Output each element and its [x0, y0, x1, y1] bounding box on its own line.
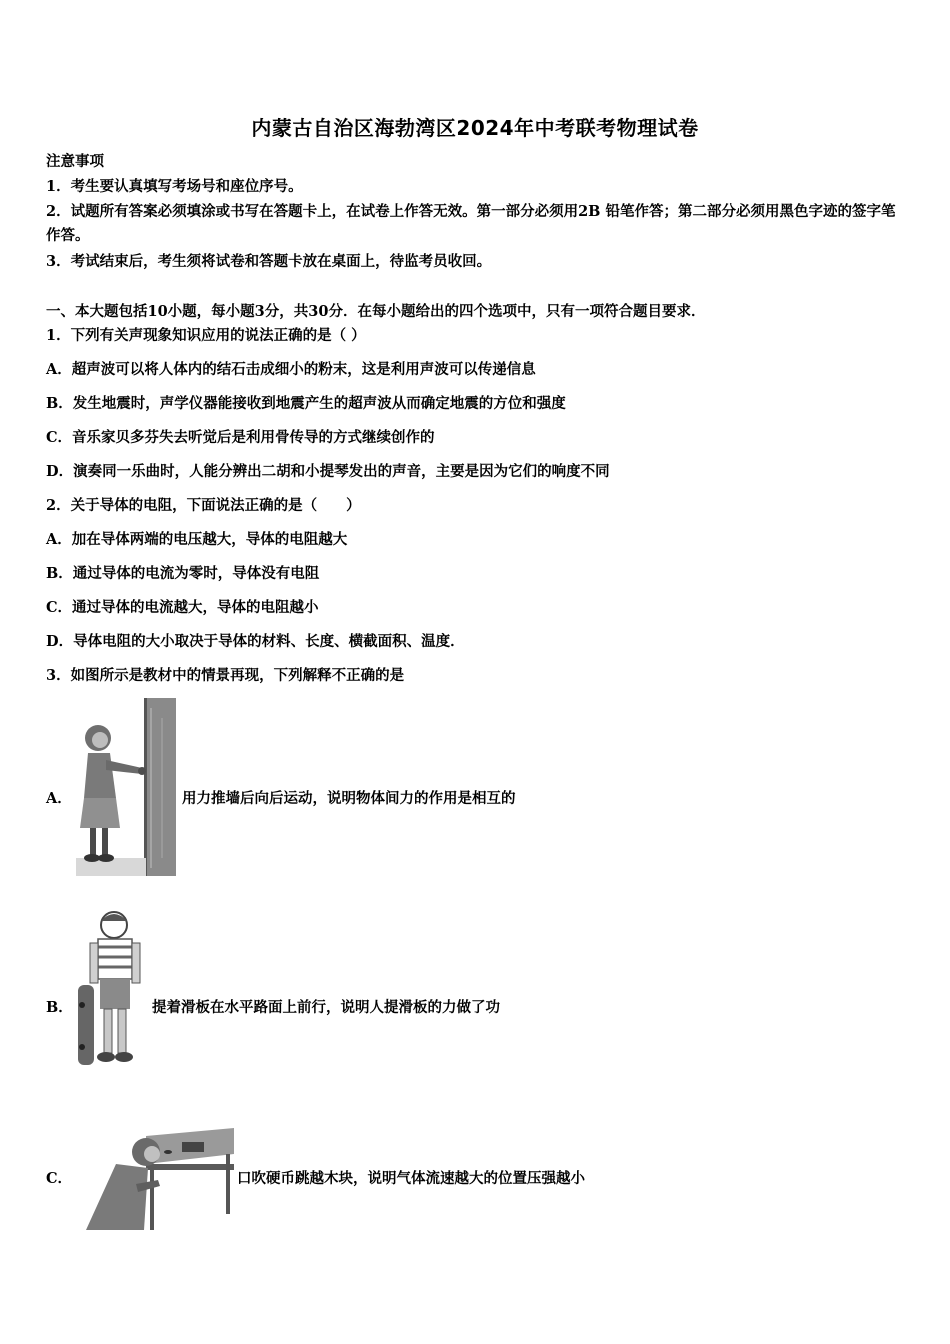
boy-carrying-skateboard-figure — [76, 905, 150, 1073]
question-3-option-a-letter: A． — [46, 790, 72, 807]
question-1-option-c: C．音乐家贝多芬失去听觉后是利用骨传导的方式继续创作的 — [46, 429, 435, 446]
girl-blowing-coin-figure — [86, 1124, 234, 1230]
question-3-option-a-text: 用力推墙后向后运动，说明物体间力的作用是相互的 — [182, 790, 516, 807]
question-2-stem: 2．关于导体的电阻，下面说法正确的是（ ） — [46, 497, 361, 514]
question-2-option-a: A．加在导体两端的电压越大，导体的电阻越大 — [46, 531, 348, 548]
question-1-option-a: A．超声波可以将人体内的结石击成细小的粉末，这是利用声波可以传递信息 — [46, 361, 536, 378]
question-2-option-c: C．通过导体的电流越大，导体的电阻越小 — [46, 599, 319, 616]
question-1-option-b: B．发生地震时，声学仪器能接收到地震产生的超声波从而确定地震的方位和强度 — [46, 395, 566, 412]
question-2-option-b: B．通过导体的电流为零时，导体没有电阻 — [46, 565, 320, 582]
question-1-option-d: D．演奏同一乐曲时，人能分辨出二胡和小提琴发出的声音，主要是因为它们的响度不同 — [46, 463, 610, 480]
page-title: 内蒙古自治区海勃湾区2024年中考联考物理试卷 — [251, 116, 699, 140]
question-3-option-c-letter: C． — [46, 1170, 73, 1187]
question-3-stem: 3．如图所示是教材中的情景再现，下列解释不正确的是 — [46, 667, 405, 684]
question-1-stem: 1．下列有关声现象知识应用的说法正确的是（ ） — [46, 327, 366, 344]
notice-item-3: 3．考试结束后，考生须将试卷和答题卡放在桌面上，待监考员收回。 — [46, 253, 492, 270]
notice-item-2: 2．试题所有答案必须填涂或书写在答题卡上，在试卷上作答无效。第一部分必须用2B 铅笔作答；第二部分必须用黑色字迹的签字笔作答。 — [46, 203, 896, 244]
section-instruction: 一、本大题包括10小题，每小题3分，共30分．在每小题给出的四个选项中，只有一项符合题目要求． — [46, 303, 706, 320]
person-pushing-wall-figure — [76, 698, 178, 876]
question-2-option-d: D．导体电阻的大小取决于导体的材料、长度、横截面积、温度． — [46, 633, 465, 650]
question-3-option-b-letter: B． — [46, 999, 73, 1016]
notice-item-1: 1．考生要认真填写考场号和座位序号。 — [46, 178, 303, 195]
question-3-option-c-text: 口吹硬币跳越木块，说明气体流速越大的位置压强越小 — [237, 1170, 585, 1187]
question-3-option-b-text: 提着滑板在水平路面上前行，说明人提滑板的力做了功 — [152, 999, 500, 1016]
notice-heading: 注意事项 — [46, 153, 104, 170]
